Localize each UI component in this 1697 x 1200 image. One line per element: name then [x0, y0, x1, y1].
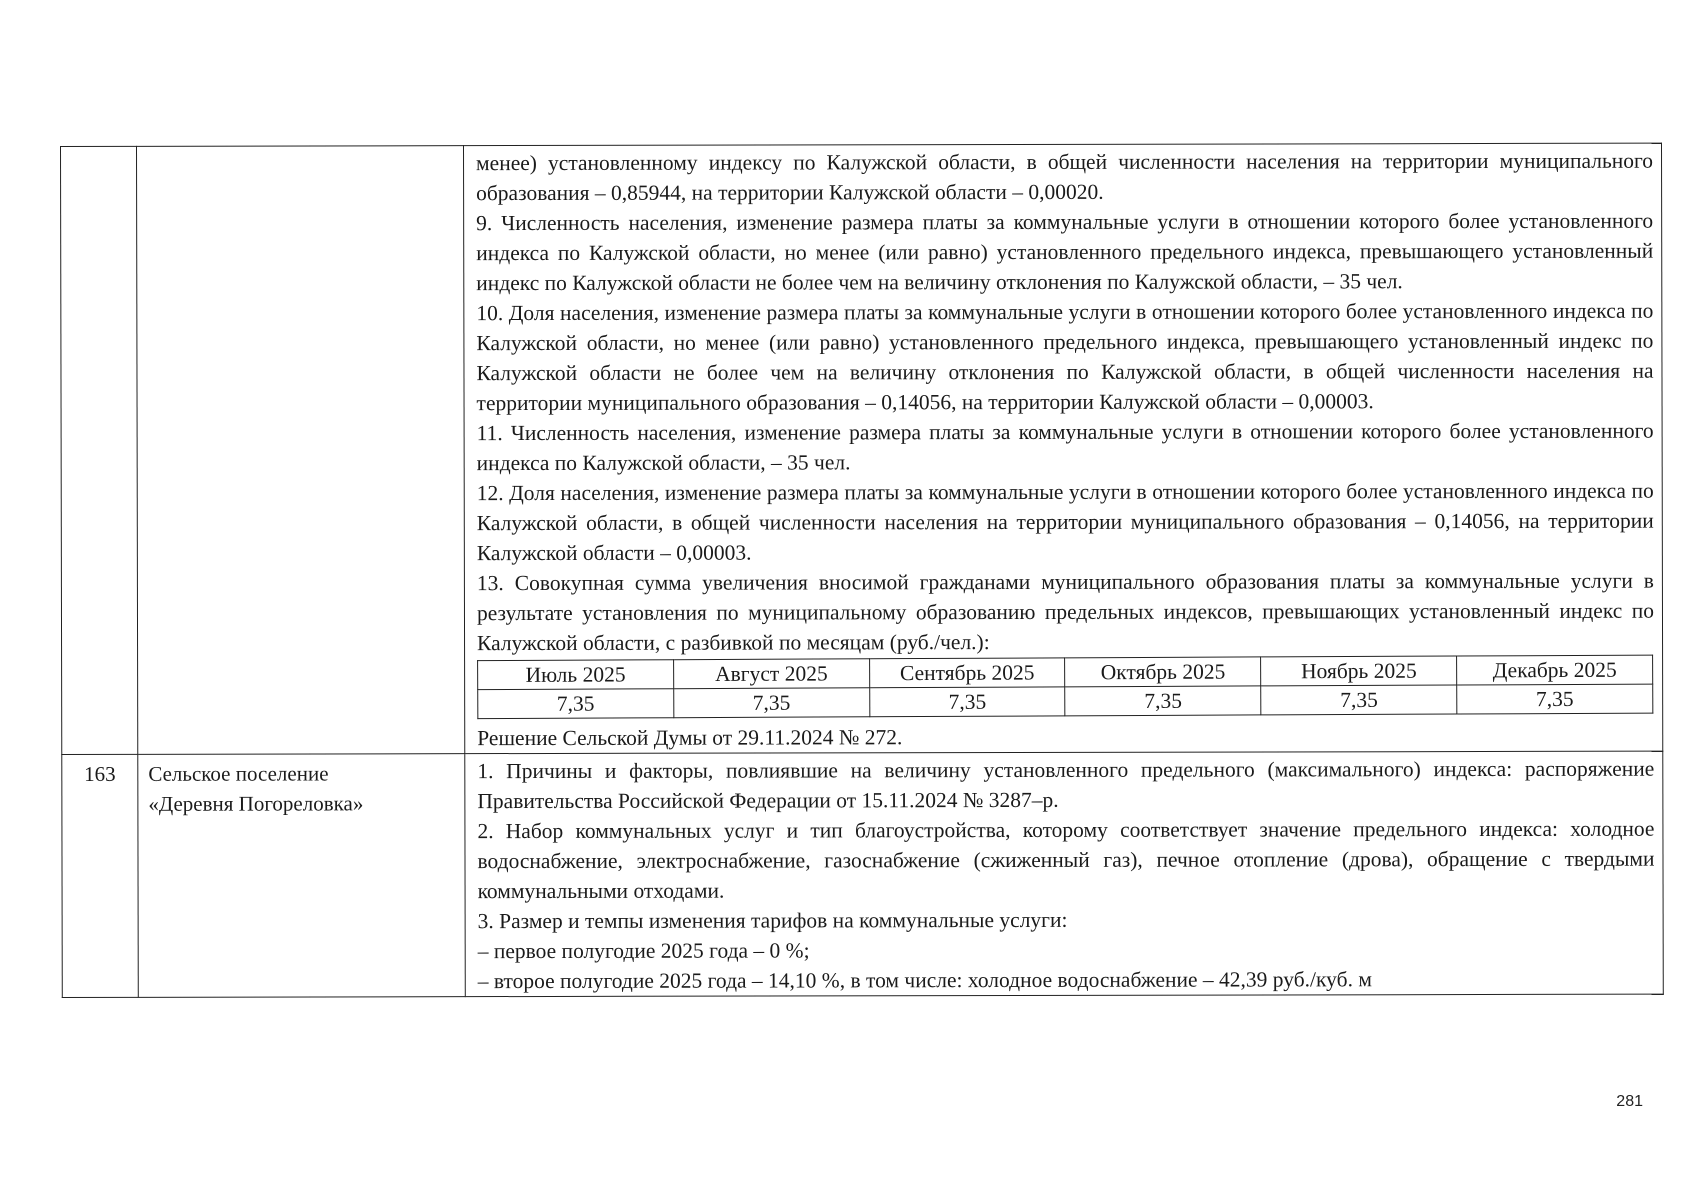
- decision-reference: Решение Сельской Думы от 29.11.2024 № 272.: [477, 725, 903, 751]
- settlement-name-line: Сельское поселение: [148, 761, 329, 786]
- settlement-name-cell: [137, 146, 465, 755]
- month-header: Август 2025: [673, 659, 869, 689]
- month-value: 7,35: [674, 688, 870, 718]
- table-row-continuation: [61, 143, 1663, 754]
- month-header: Июль 2025: [478, 660, 674, 690]
- paragraph-3-first-half: – первое полугодие 2025 года – 0 %;: [477, 938, 810, 964]
- paragraph-10: 10. Доля населения, изменение размера платы за коммунальные услуги в отношении которого более установленного индекса по Калужской области, но менее (или равно) установленного предельного индекса, превышающего установленный индекс по Калужской области не более чем на величину отклонения по Калужской области, в общей численности населения на территории муниципального образования – 0,14056, на территории Калужской области – 0,00003.: [476, 298, 1654, 416]
- paragraph-1: 1. Причины и факторы, повлиявшие на величину установленного предельного (максимального) индекса: распоряжение Правительства Российской Федерации от 15.11.2024 № 3287–р.: [477, 756, 1655, 814]
- paragraph-3: 3. Размер и темпы изменения тарифов на коммунальные услуги:: [477, 907, 1068, 934]
- document-table: [60, 143, 1664, 998]
- row-number-cell: [61, 146, 138, 754]
- paragraph-12: 12. Доля населения, изменение размера платы за коммунальные услуги в отношении которого более установленного индекса по Калужской области, в общей численности населения на территории муниципального образования – 0,14056, на территории Калужской области – 0,00003.: [476, 478, 1654, 566]
- settlement-name-line: «Деревня Погореловка»: [148, 791, 364, 816]
- row-number-cell: 163: [62, 754, 139, 997]
- month-value: 7,35: [1261, 685, 1457, 715]
- paragraph-9: 9. Численность населения, изменение размера платы за коммунальные услуги в отношении которого более установленного индекса по Калужской области, но менее (или равно) установленного предельного индекса, превышающего установленный индекс по Калужской области не более чем на величину отклонения по Калужской области, – 35 чел.: [476, 208, 1654, 296]
- paragraph-8-tail: менее) установленному индексу по Калужской области, в общей численности населения на территории муниципального образования – 0,85944, на территории Калужской области – 0,00020.: [476, 148, 1654, 206]
- month-value: 7,35: [478, 689, 674, 719]
- paragraph-13: 13. Совокупная сумма увеличения вносимой гражданами муниципального образования платы за коммунальные услуги в результате установления по муниципальному образованию предельных индексов, превышающих установленный индекс по Калужской области, с разбивкой по месяцам (руб./чел.):: [476, 568, 1655, 656]
- month-value: 7,35: [869, 687, 1065, 717]
- month-header: Сентябрь 2025: [869, 658, 1065, 688]
- month-header: Ноябрь 2025: [1261, 656, 1457, 686]
- months-values-row: [478, 684, 1653, 719]
- paragraph-3-second-half: – второе полугодие 2025 года – 14,10 %, в том числе: холодное водоснабжение – 42,39 руб./куб. м: [477, 967, 1372, 994]
- paragraph-2: 2. Набор коммунальных услуг и тип благоустройства, которому соответствует значение предельного индекса: холодное водоснабжение, электроснабжение, газоснабжение (сжиженный газ), печное отопление (дрова), обращение с твердыми коммунальными отходами.: [477, 816, 1655, 904]
- description-cell: [465, 751, 1664, 997]
- settlement-name-cell: [138, 754, 466, 998]
- month-value: 7,35: [1457, 684, 1653, 714]
- monthly-increase-table: [477, 655, 1653, 720]
- month-header: Октябрь 2025: [1065, 657, 1261, 687]
- month-header: Декабрь 2025: [1457, 655, 1653, 685]
- table-row-163: [62, 751, 1664, 997]
- page-number: 281: [1616, 1093, 1643, 1110]
- description-cell: [464, 143, 1663, 754]
- month-value: 7,35: [1065, 686, 1261, 716]
- paragraph-11: 11. Численность населения, изменение размера платы за коммунальные услуги в отношении которого более установленного индекса по Калужской области, – 35 чел.: [476, 418, 1654, 476]
